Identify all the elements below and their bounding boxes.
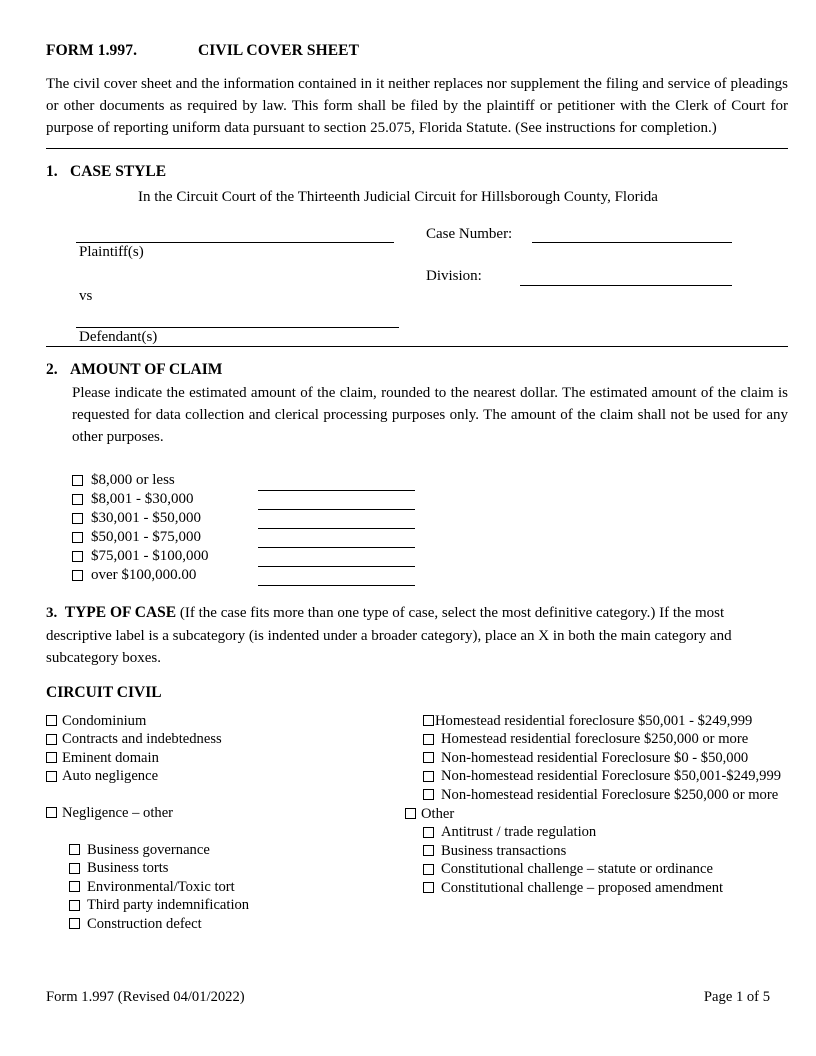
checkbox-icon[interactable] <box>69 844 80 855</box>
section-2-body: Please indicate the estimated amount of the claim, rounded to the nearest dollar. The estimated amount of the claim is requested for data collection and clerical processing purposes only. The amount of the claim shall not be used for any other purposes. <box>72 385 788 446</box>
plaintiff-label: Plaintiff(s) <box>79 244 144 261</box>
circuit-civil-heading: CIRCUIT CIVIL <box>46 683 162 701</box>
defendant-label: Defendant(s) <box>79 329 158 346</box>
case-type-label: Condominium <box>62 712 147 729</box>
footer-page-number: Page 1 of 5 <box>703 989 770 1005</box>
amount-label: $8,000 or less <box>91 472 175 489</box>
case-number-line[interactable] <box>532 242 732 243</box>
case-type-item[interactable] <box>46 712 406 731</box>
case-type-subitem[interactable] <box>46 878 406 897</box>
checkbox-icon[interactable] <box>72 570 83 581</box>
case-type-label: Auto negligence <box>62 768 159 785</box>
case-number-label: Case Number: <box>426 226 513 243</box>
case-type-item[interactable] <box>46 730 406 749</box>
checkbox-icon[interactable] <box>423 771 434 782</box>
case-type-right-column <box>405 712 788 898</box>
checkbox-icon[interactable] <box>423 864 434 875</box>
spacer <box>46 786 406 804</box>
court-line: In the Circuit Court of the Thirteenth Judicial Circuit for Hillsborough County, Florida <box>138 189 658 206</box>
document-title-row <box>46 42 788 60</box>
checkbox-icon[interactable] <box>72 475 83 486</box>
form-number: FORM 1.997. <box>46 42 138 59</box>
amount-row[interactable] <box>72 510 788 529</box>
case-type-label: Non-homestead residential Foreclosure $0 - $50,000 <box>441 749 749 766</box>
amount-label: $50,001 - $75,000 <box>91 529 201 546</box>
amount-label: $75,001 - $100,000 <box>91 548 209 565</box>
amount-label: $30,001 - $50,000 <box>91 510 201 527</box>
divider-top <box>46 148 788 149</box>
checkbox-icon[interactable] <box>46 715 57 726</box>
page-footer <box>46 989 770 1006</box>
case-type-left-column <box>46 712 406 934</box>
checkbox-icon[interactable] <box>72 551 83 562</box>
case-type-columns <box>46 712 788 932</box>
case-type-item[interactable] <box>405 786 788 805</box>
intro-paragraph: The civil cover sheet and the information contained in it neither replaces nor supplement the filing and service of pleadings or other documents as required by law. This form shall be filed by the plaintiff or petitioner with the Clerk of Court for purpose of reporting uniform data pursuant to section 25.075, Florida Statute. (See instructions for completion.) <box>46 76 788 137</box>
section-3-body: (If the case fits more than one type of case, select the most definitive category.) If the most descriptive label is a subcategory (is indented under a broader category), place an X in both the main category and subcategory boxes. <box>46 605 732 667</box>
footer-form-reference: Form 1.997 (Revised 04/01/2022) <box>46 989 245 1005</box>
case-type-label: Other <box>421 805 455 822</box>
case-type-item[interactable] <box>405 767 788 786</box>
checkbox-icon[interactable] <box>69 863 80 874</box>
case-type-label: Construction defect <box>87 915 202 932</box>
case-type-subitem[interactable] <box>46 896 406 915</box>
checkbox-icon[interactable] <box>69 918 80 929</box>
case-type-label: Business torts <box>87 860 169 877</box>
divider-middle <box>46 346 788 347</box>
case-type-item[interactable] <box>405 805 788 824</box>
checkbox-icon[interactable] <box>423 845 434 856</box>
amount-row[interactable] <box>72 548 788 567</box>
section-3-number: 3. <box>46 605 58 622</box>
case-type-label: Non-homestead residential Foreclosure $250,000 or more <box>441 786 779 803</box>
vs-label: vs <box>79 288 93 305</box>
checkbox-icon[interactable] <box>423 827 434 838</box>
checkbox-icon[interactable] <box>423 734 434 745</box>
division-line[interactable] <box>520 285 732 286</box>
plaintiff-line[interactable] <box>76 242 394 243</box>
case-type-subitem[interactable] <box>46 841 406 860</box>
case-style-block <box>46 220 788 346</box>
document-body <box>46 42 788 932</box>
case-type-label: Environmental/Toxic tort <box>87 878 235 895</box>
section-3-heading <box>46 602 788 669</box>
case-type-subitem[interactable] <box>405 842 788 861</box>
checkbox-icon[interactable] <box>46 771 57 782</box>
section-2-number: 2. <box>46 361 58 379</box>
case-type-item[interactable] <box>46 767 406 786</box>
case-type-label: Negligence – other <box>62 804 174 821</box>
checkbox-icon[interactable] <box>72 494 83 505</box>
section-1-heading <box>46 163 788 181</box>
case-type-label: Constitutional challenge – statute or ordinance <box>441 861 713 878</box>
case-type-label: Non-homestead residential Foreclosure $50,001-$249,999 <box>441 768 782 785</box>
case-type-label: Business governance <box>87 841 210 858</box>
case-type-subitem[interactable] <box>405 860 788 879</box>
amount-row[interactable] <box>72 491 788 510</box>
amount-of-claim-list <box>46 472 788 586</box>
checkbox-icon[interactable] <box>423 882 434 893</box>
case-type-label: Constitutional challenge – proposed amendment <box>441 879 724 896</box>
checkbox-icon[interactable] <box>423 789 434 800</box>
case-type-item[interactable] <box>46 804 406 823</box>
amount-label: over $100,000.00 <box>91 567 197 584</box>
checkbox-icon[interactable] <box>46 807 57 818</box>
case-type-item[interactable] <box>405 712 788 731</box>
case-type-item[interactable] <box>405 730 788 749</box>
amount-label: $8,001 - $30,000 <box>91 491 194 508</box>
section-3-title: TYPE OF CASE <box>64 604 177 622</box>
spacer <box>46 823 406 841</box>
case-type-subitem[interactable] <box>405 879 788 898</box>
section-1-title: CASE STYLE <box>70 163 167 181</box>
checkbox-icon[interactable] <box>423 752 434 763</box>
case-type-item[interactable] <box>405 749 788 768</box>
amount-row[interactable] <box>72 567 788 586</box>
case-type-subitem[interactable] <box>46 859 406 878</box>
defendant-line[interactable] <box>76 327 399 328</box>
case-type-label: Homestead residential foreclosure $250,000 or more <box>441 731 749 748</box>
checkbox-icon[interactable] <box>46 752 57 763</box>
amount-row[interactable] <box>72 529 788 548</box>
section-2-heading <box>46 361 788 379</box>
checkbox-icon[interactable] <box>423 715 434 726</box>
case-type-label: Third party indemnification <box>87 897 250 914</box>
case-type-label: Contracts and indebtedness <box>62 731 222 748</box>
amount-write-in-line[interactable] <box>258 585 415 586</box>
case-type-label: Homestead residential foreclosure $50,001 - $249,999 <box>435 712 753 729</box>
case-type-subitem[interactable] <box>405 823 788 842</box>
case-type-label: Eminent domain <box>62 749 159 766</box>
page-title: CIVIL COVER SHEET <box>198 42 360 59</box>
case-type-subitem[interactable] <box>46 915 406 934</box>
section-1-number: 1. <box>46 163 58 181</box>
checkbox-icon[interactable] <box>72 532 83 543</box>
amount-row[interactable] <box>72 472 788 491</box>
case-type-item[interactable] <box>46 749 406 768</box>
checkbox-icon[interactable] <box>72 513 83 524</box>
checkbox-icon[interactable] <box>46 734 57 745</box>
division-label: Division: <box>426 268 482 285</box>
checkbox-icon[interactable] <box>69 881 80 892</box>
checkbox-icon[interactable] <box>69 900 80 911</box>
checkbox-icon[interactable] <box>405 808 416 819</box>
case-type-label: Antitrust / trade regulation <box>441 824 597 841</box>
case-type-label: Business transactions <box>441 842 567 859</box>
section-2-title: AMOUNT OF CLAIM <box>70 361 223 379</box>
